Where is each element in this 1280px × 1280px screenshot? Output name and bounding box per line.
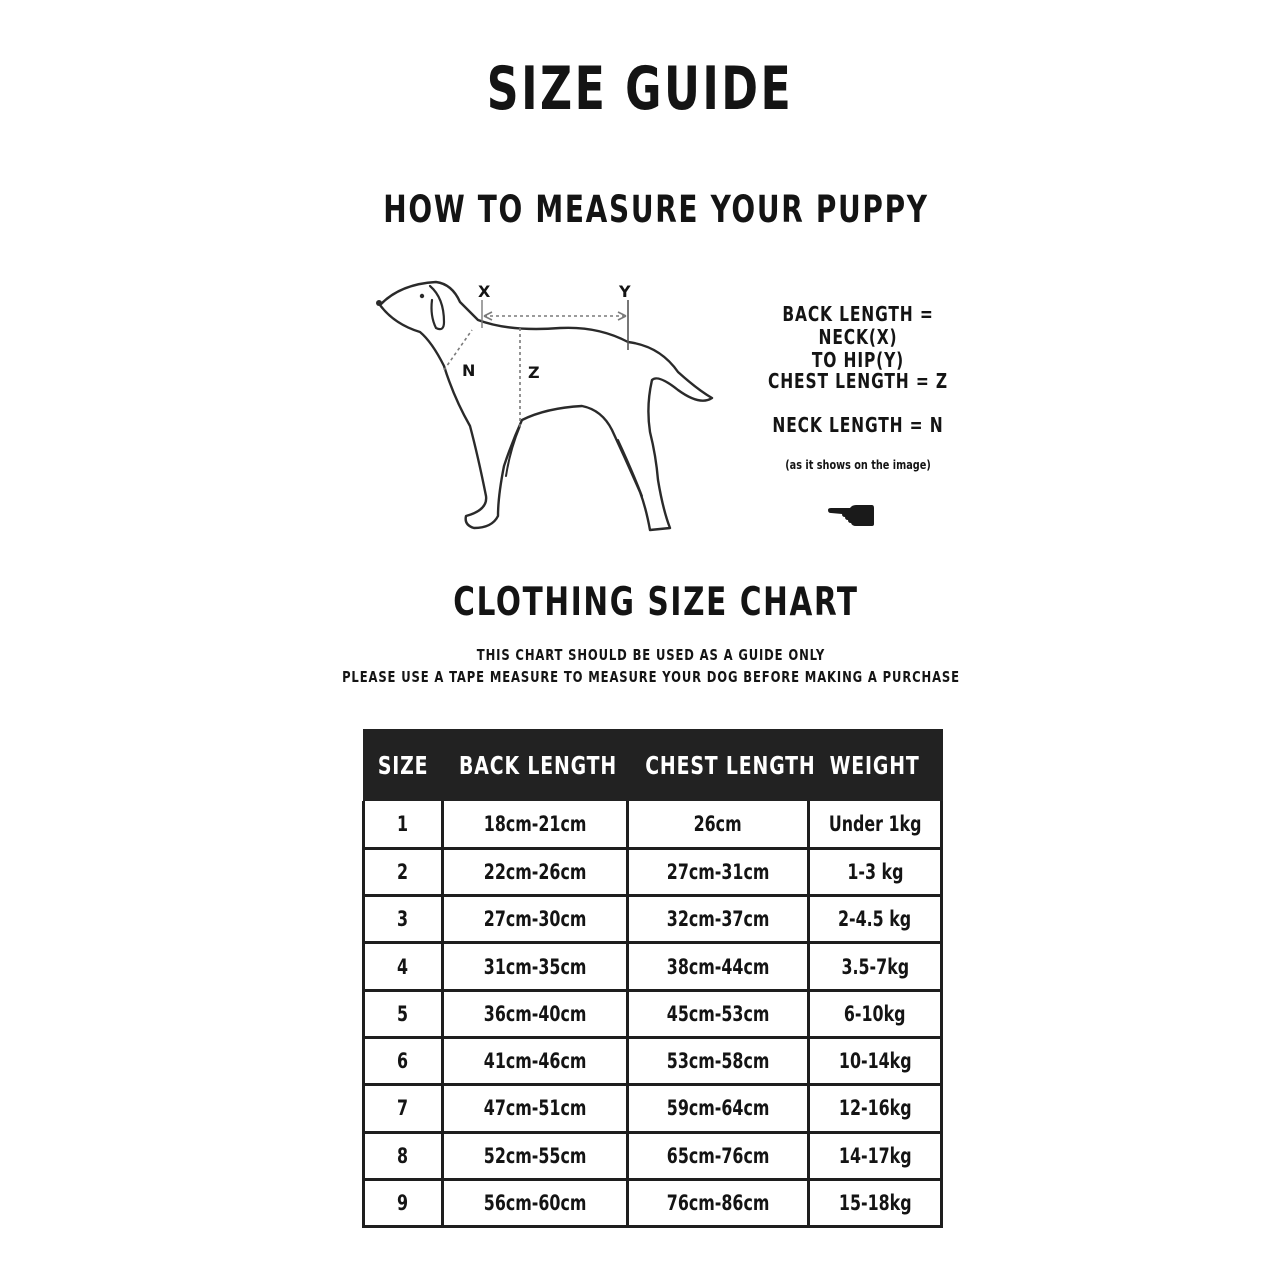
page-title: SIZE GUIDE xyxy=(486,54,794,124)
cell-weight: 6-10kg xyxy=(809,990,942,1037)
header-weight: WEIGHT xyxy=(809,729,942,801)
cell-weight: 12-16kg xyxy=(809,1085,942,1132)
cell-back-length: 31cm-35cm xyxy=(443,943,628,990)
size-table xyxy=(362,729,943,1228)
cell-size: 1 xyxy=(364,801,443,848)
cell-back-length: 22cm-26cm xyxy=(443,848,628,895)
chart-heading: CLOTHING SIZE CHART xyxy=(453,580,859,625)
pointing-hand-icon xyxy=(826,502,876,528)
legend-neck-length: NECK LENGTH = N xyxy=(772,413,944,437)
cell-size: 5 xyxy=(364,990,443,1037)
cell-back-length: 41cm-46cm xyxy=(443,1037,628,1084)
legend-chest-length: CHEST LENGTH = Z xyxy=(768,369,948,393)
cell-back-length: 18cm-21cm xyxy=(443,801,628,848)
cell-chest-length: 65cm-76cm xyxy=(628,1132,809,1179)
dog-eye xyxy=(420,294,424,298)
legend-back-length xyxy=(758,303,958,372)
cell-back-length: 47cm-51cm xyxy=(443,1085,628,1132)
table-header-row xyxy=(364,729,942,801)
cell-weight: 3.5-7kg xyxy=(809,943,942,990)
label-y: Y xyxy=(619,282,631,301)
label-n: N xyxy=(462,361,476,380)
table-row xyxy=(364,1179,942,1226)
chart-note-line1: THIS CHART SHOULD BE USED AS A GUIDE ONLY xyxy=(476,646,826,664)
cell-weight: 15-18kg xyxy=(809,1179,942,1226)
legend-back-length-line1: BACK LENGTH = NECK(X) xyxy=(782,302,934,349)
chart-note-line2: PLEASE USE A TAPE MEASURE TO MEASURE YOUR DOG BEFORE MAKING A PURCHASE xyxy=(342,668,960,686)
cell-size: 7 xyxy=(364,1085,443,1132)
cell-size: 6 xyxy=(364,1037,443,1084)
cell-back-length: 36cm-40cm xyxy=(443,990,628,1037)
cell-chest-length: 38cm-44cm xyxy=(628,943,809,990)
cell-chest-length: 45cm-53cm xyxy=(628,990,809,1037)
table-row xyxy=(364,1037,942,1084)
cell-chest-length: 26cm xyxy=(628,801,809,848)
legend-note: (as it shows on the image) xyxy=(785,458,931,472)
cell-back-length: 52cm-55cm xyxy=(443,1132,628,1179)
cell-chest-length: 59cm-64cm xyxy=(628,1085,809,1132)
table-row xyxy=(364,1085,942,1132)
cell-size: 3 xyxy=(364,896,443,943)
dog-nose xyxy=(376,300,382,306)
table-row xyxy=(364,896,942,943)
label-z: Z xyxy=(528,363,540,382)
table-row xyxy=(364,1132,942,1179)
header-chest-length: CHEST LENGTH xyxy=(628,729,809,801)
cell-chest-length: 53cm-58cm xyxy=(628,1037,809,1084)
cell-weight: 10-14kg xyxy=(809,1037,942,1084)
cell-size: 2 xyxy=(364,848,443,895)
cell-size: 8 xyxy=(364,1132,443,1179)
cell-chest-length: 76cm-86cm xyxy=(628,1179,809,1226)
cell-back-length: 27cm-30cm xyxy=(443,896,628,943)
cell-back-length: 56cm-60cm xyxy=(443,1179,628,1226)
header-back-length: BACK LENGTH xyxy=(443,729,628,801)
label-x: X xyxy=(478,282,491,301)
cell-size: 4 xyxy=(364,943,443,990)
cell-chest-length: 32cm-37cm xyxy=(628,896,809,943)
dog-body-outline xyxy=(380,282,712,530)
dog-back-leg-inner xyxy=(618,440,642,496)
cell-weight: 1-3 kg xyxy=(809,848,942,895)
cell-weight: 2-4.5 kg xyxy=(809,896,942,943)
measure-heading: HOW TO MEASURE YOUR PUPPY xyxy=(383,188,929,231)
table-row xyxy=(364,943,942,990)
cell-weight: 14-17kg xyxy=(809,1132,942,1179)
dog-outline-icon xyxy=(360,270,740,540)
cell-chest-length: 27cm-31cm xyxy=(628,848,809,895)
header-size: SIZE xyxy=(364,729,443,801)
table-row xyxy=(364,990,942,1037)
legend-back-length-line2: TO HIP(Y) xyxy=(811,348,905,372)
table-row xyxy=(364,848,942,895)
dog-ear xyxy=(430,286,444,329)
cell-weight: Under 1kg xyxy=(809,801,942,848)
table-row xyxy=(364,801,942,848)
cell-size: 9 xyxy=(364,1179,443,1226)
